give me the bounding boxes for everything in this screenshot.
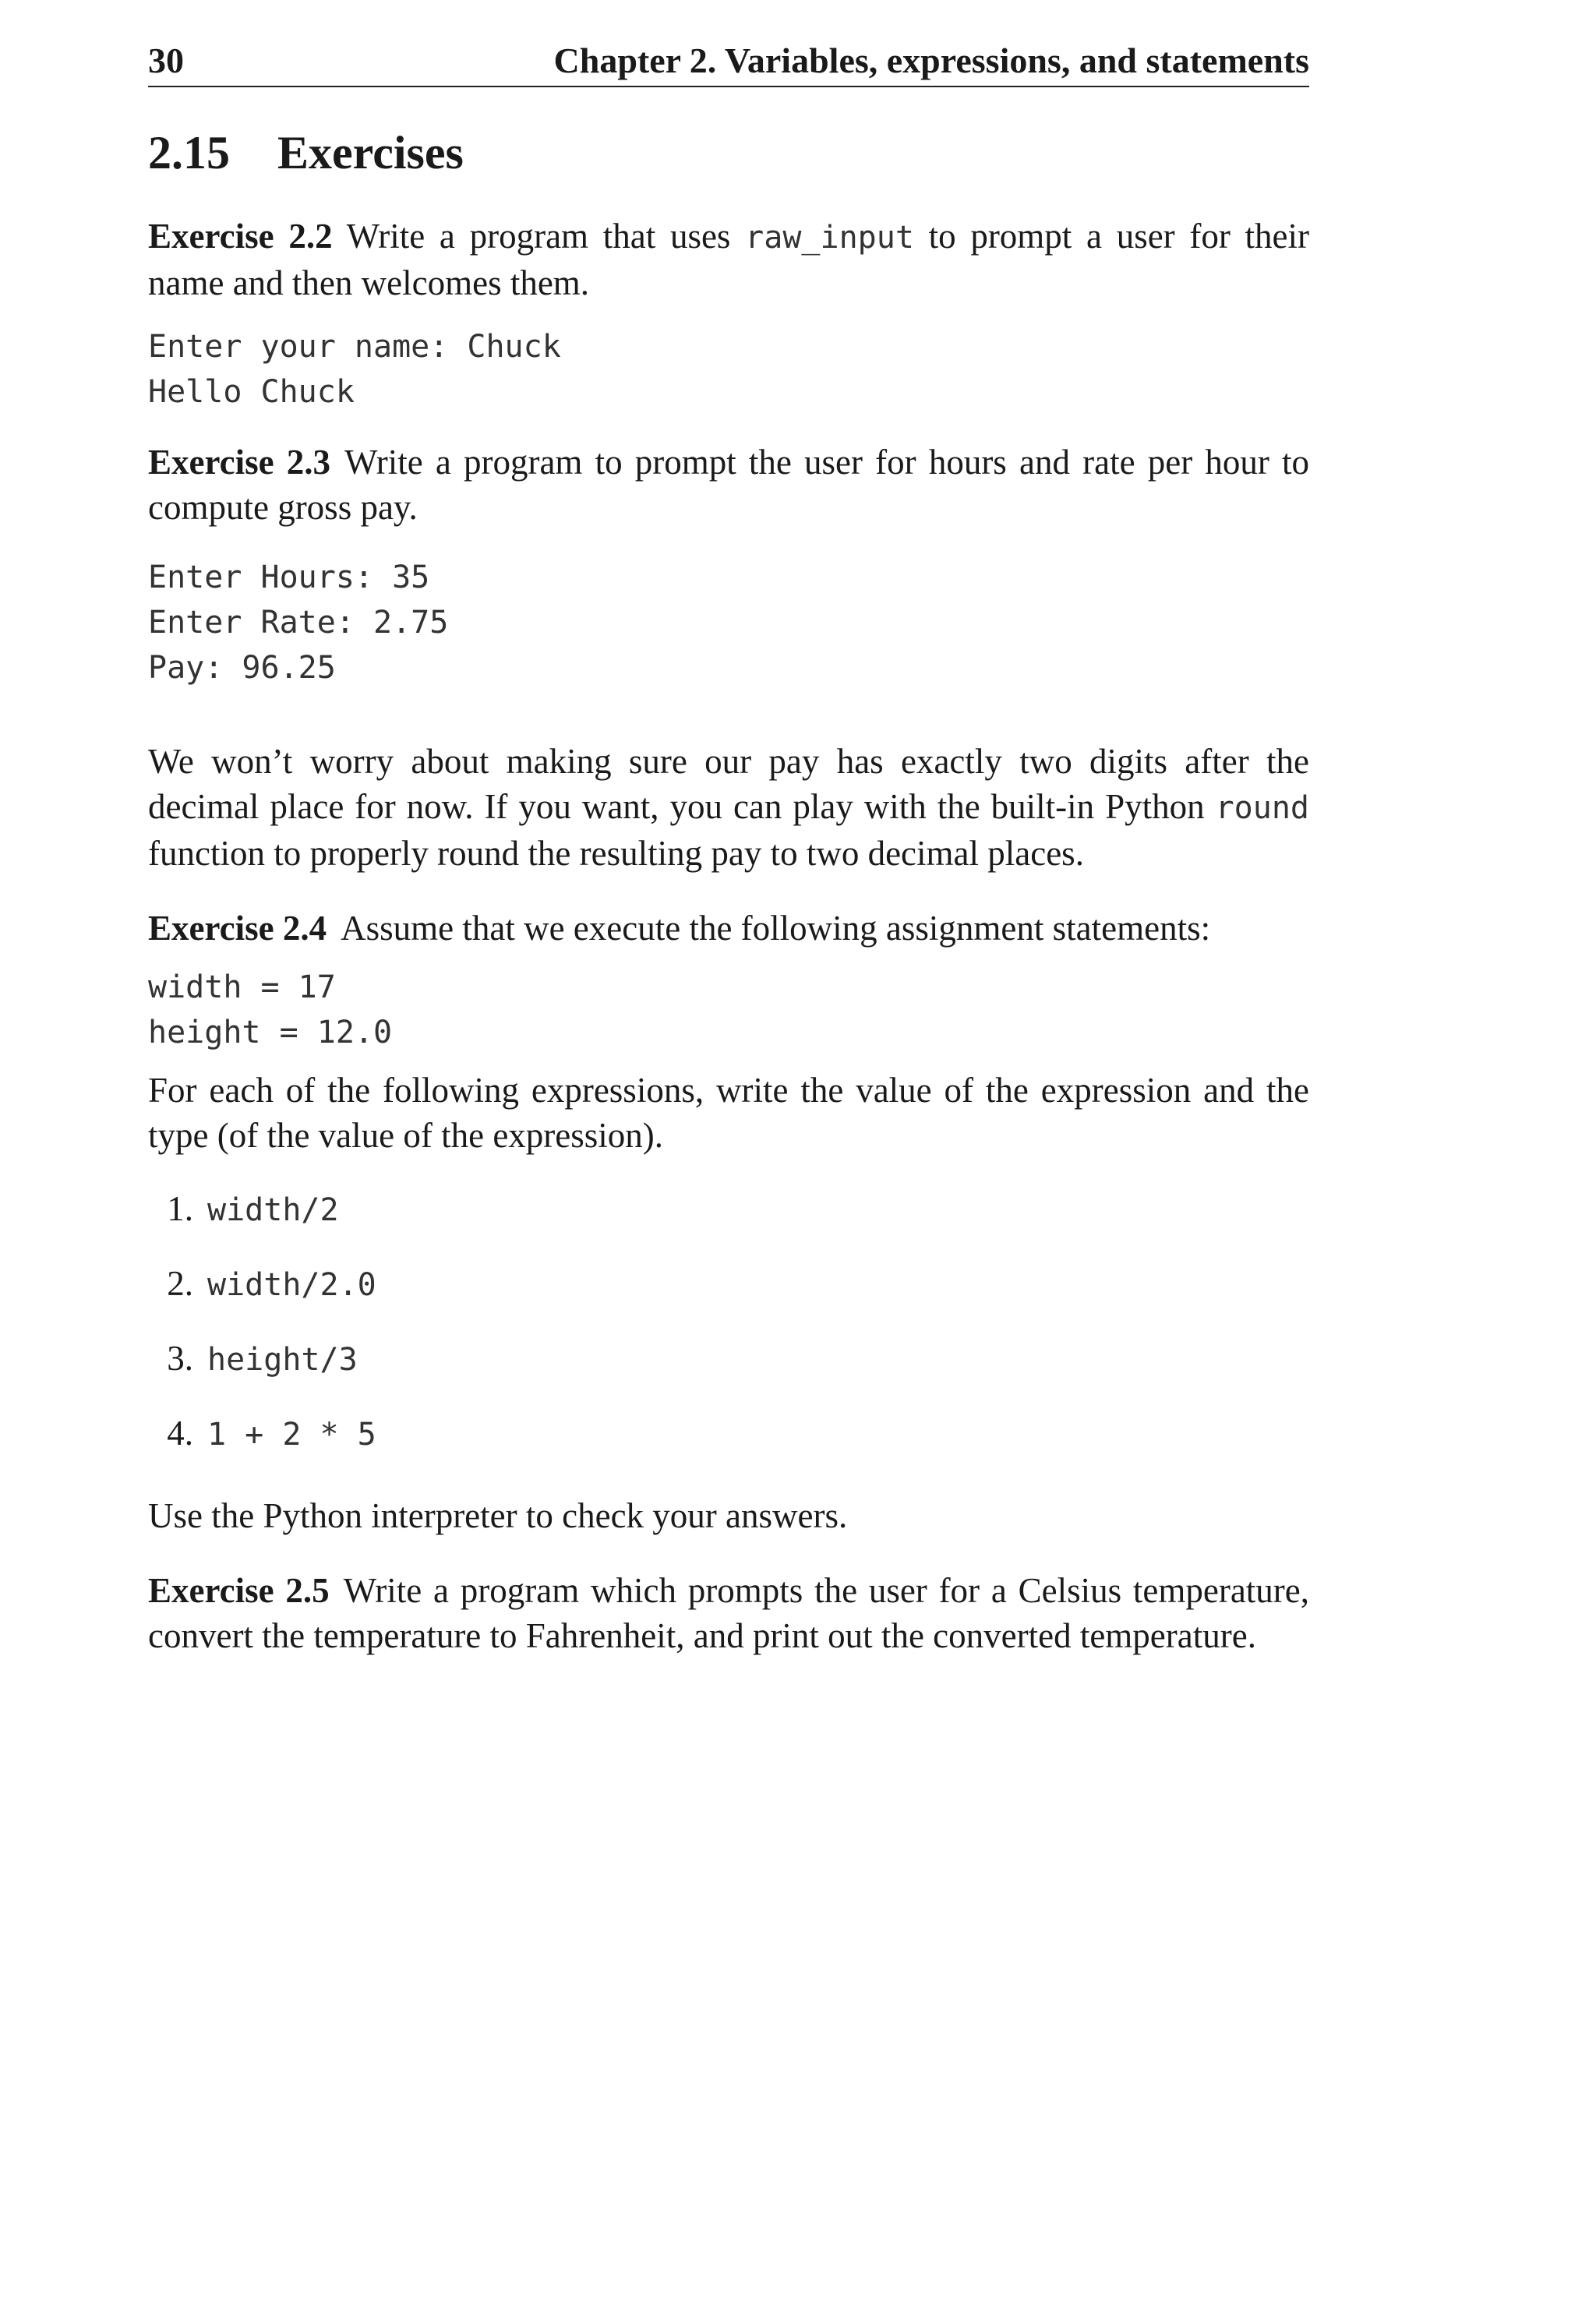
list-item-expression: 1 + 2 * 5 [207, 1417, 376, 1453]
exercise-2-5-paragraph [148, 1568, 1309, 1658]
section-number: 2.15 [148, 127, 230, 178]
page-content [148, 39, 1309, 1658]
exercise-text: Write a program that uses [346, 217, 746, 256]
exercise-text: to prompt a user for their name and then welcomes them. [148, 217, 1310, 302]
exercise-label: Exercise 2.5 [148, 1571, 330, 1610]
exercise-2-4-paragraph [148, 906, 1309, 951]
list-item [148, 1410, 1309, 1485]
exercise-label: Exercise 2.2 [148, 217, 333, 256]
round-note-paragraph [148, 739, 1309, 876]
exercise-2-2-paragraph [148, 214, 1309, 305]
list-item-expression: width/2.0 [207, 1267, 376, 1303]
expression-list [148, 1186, 1309, 1485]
list-item-number: 4. [167, 1414, 193, 1453]
list-item [148, 1261, 1309, 1336]
section-heading [148, 125, 1309, 181]
chapter-title: Chapter 2. Variables, expressions, and statements [553, 41, 1309, 80]
assignment-code: width = 17 height = 12.0 [148, 969, 393, 1050]
list-item-expression: width/2 [207, 1192, 339, 1228]
exercise-2-3-paragraph [148, 440, 1309, 530]
sample-output-2-2: Enter your name: Chuck Hello Chuck [148, 329, 561, 410]
inline-code: raw_input [745, 220, 914, 256]
body-text: function to properly round the resulting pay to two decimal places. [148, 834, 1084, 873]
exercise-label: Exercise 2.4 [148, 909, 327, 948]
list-item [148, 1186, 1309, 1261]
list-item-number: 3. [167, 1339, 193, 1378]
exercise-text: Write a program to prompt the user for hours and rate per hour to compute gross pay. [148, 443, 1309, 527]
exercise-label: Exercise 2.3 [148, 443, 331, 482]
check-answers-paragraph: Use the Python interpreter to check your answers. [148, 1496, 848, 1535]
section-title: Exercises [277, 127, 464, 178]
list-item-expression: height/3 [207, 1342, 358, 1378]
sample-output-2-3: Enter Hours: 35 Enter Rate: 2.75 Pay: 96.25 [148, 560, 449, 686]
list-item [148, 1336, 1309, 1410]
inline-code: round [1215, 790, 1309, 826]
exercise-text: Write a program which prompts the user for a Celsius temperature, convert the temperature to Fahrenheit, and print out the converted temperature. [148, 1571, 1309, 1655]
exercise-text: Assume that we execute the following assignment statements: [341, 909, 1211, 948]
page-number: 30 [148, 41, 184, 80]
running-header [148, 39, 1309, 87]
list-item-number: 2. [167, 1264, 193, 1303]
body-text: We won’t worry about making sure our pay has exactly two digits after the decimal place for now. If you want, you can play with the built-in Python [148, 742, 1309, 826]
list-item-number: 1. [167, 1189, 193, 1228]
expression-instructions: For each of the following expressions, write the value of the expression and the type (of the value of the expression). [148, 1071, 1309, 1155]
